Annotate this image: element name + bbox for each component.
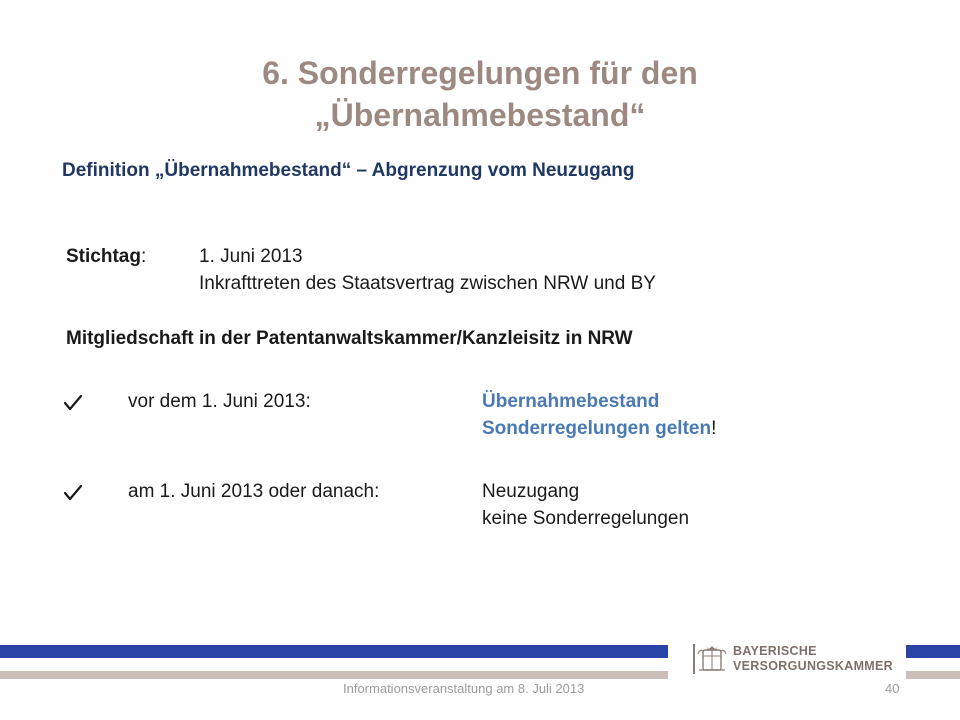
case-2-result: Neuzugang (482, 481, 580, 502)
check-icon (62, 392, 84, 414)
case-1-result-detail-text: Sonderregelungen gelten (482, 418, 712, 439)
footer-text: Informationsveranstaltung am 8. Juli 2013 (343, 681, 585, 696)
logo-line-1: BAYERISCHE (733, 644, 817, 658)
footer-bar-gray-left (0, 671, 668, 679)
slide-subtitle: Definition „Übernahmebestand“ – Abgrenzung vom Neuzugang (62, 160, 635, 181)
case-1-result: Übernahmebestand (482, 391, 660, 412)
footer-bar-blue-right (906, 645, 960, 658)
check-icon (62, 482, 84, 504)
page-number: 40 (885, 681, 900, 696)
case-1-result-detail (482, 418, 716, 440)
membership-heading: Mitgliedschaft in der Patentanwaltskammer/Kanzleisitz in NRW (66, 328, 633, 349)
logo-line-2: VERSORGUNGSKAMMER (733, 659, 893, 673)
case-2-condition: am 1. Juni 2013 oder danach: (128, 481, 380, 502)
stichtag-label: Stichtag (66, 246, 141, 267)
case-2-result-detail: keine Sonderregelungen (482, 508, 690, 529)
logo-text (733, 644, 893, 674)
title-line-2: „Übernahmebestand“ (314, 97, 646, 133)
stichtag-date: 1. Juni 2013 (199, 246, 303, 267)
logo (693, 642, 893, 678)
footer-bar-blue-left (0, 645, 668, 658)
footer-bar-gray-right (906, 671, 960, 679)
stichtag-note: Inkrafttreten des Staatsvertrag zwischen NRW und BY (199, 273, 656, 294)
slide-title (0, 52, 960, 136)
title-line-1: 6. Sonderregelungen für den (262, 55, 698, 91)
stichtag-colon: : (140, 246, 147, 267)
stichtag-row (66, 246, 146, 268)
case-1-result-detail-suffix: ! (711, 418, 717, 439)
coat-of-arms-icon (693, 644, 731, 674)
case-1-condition: vor dem 1. Juni 2013: (128, 391, 311, 412)
